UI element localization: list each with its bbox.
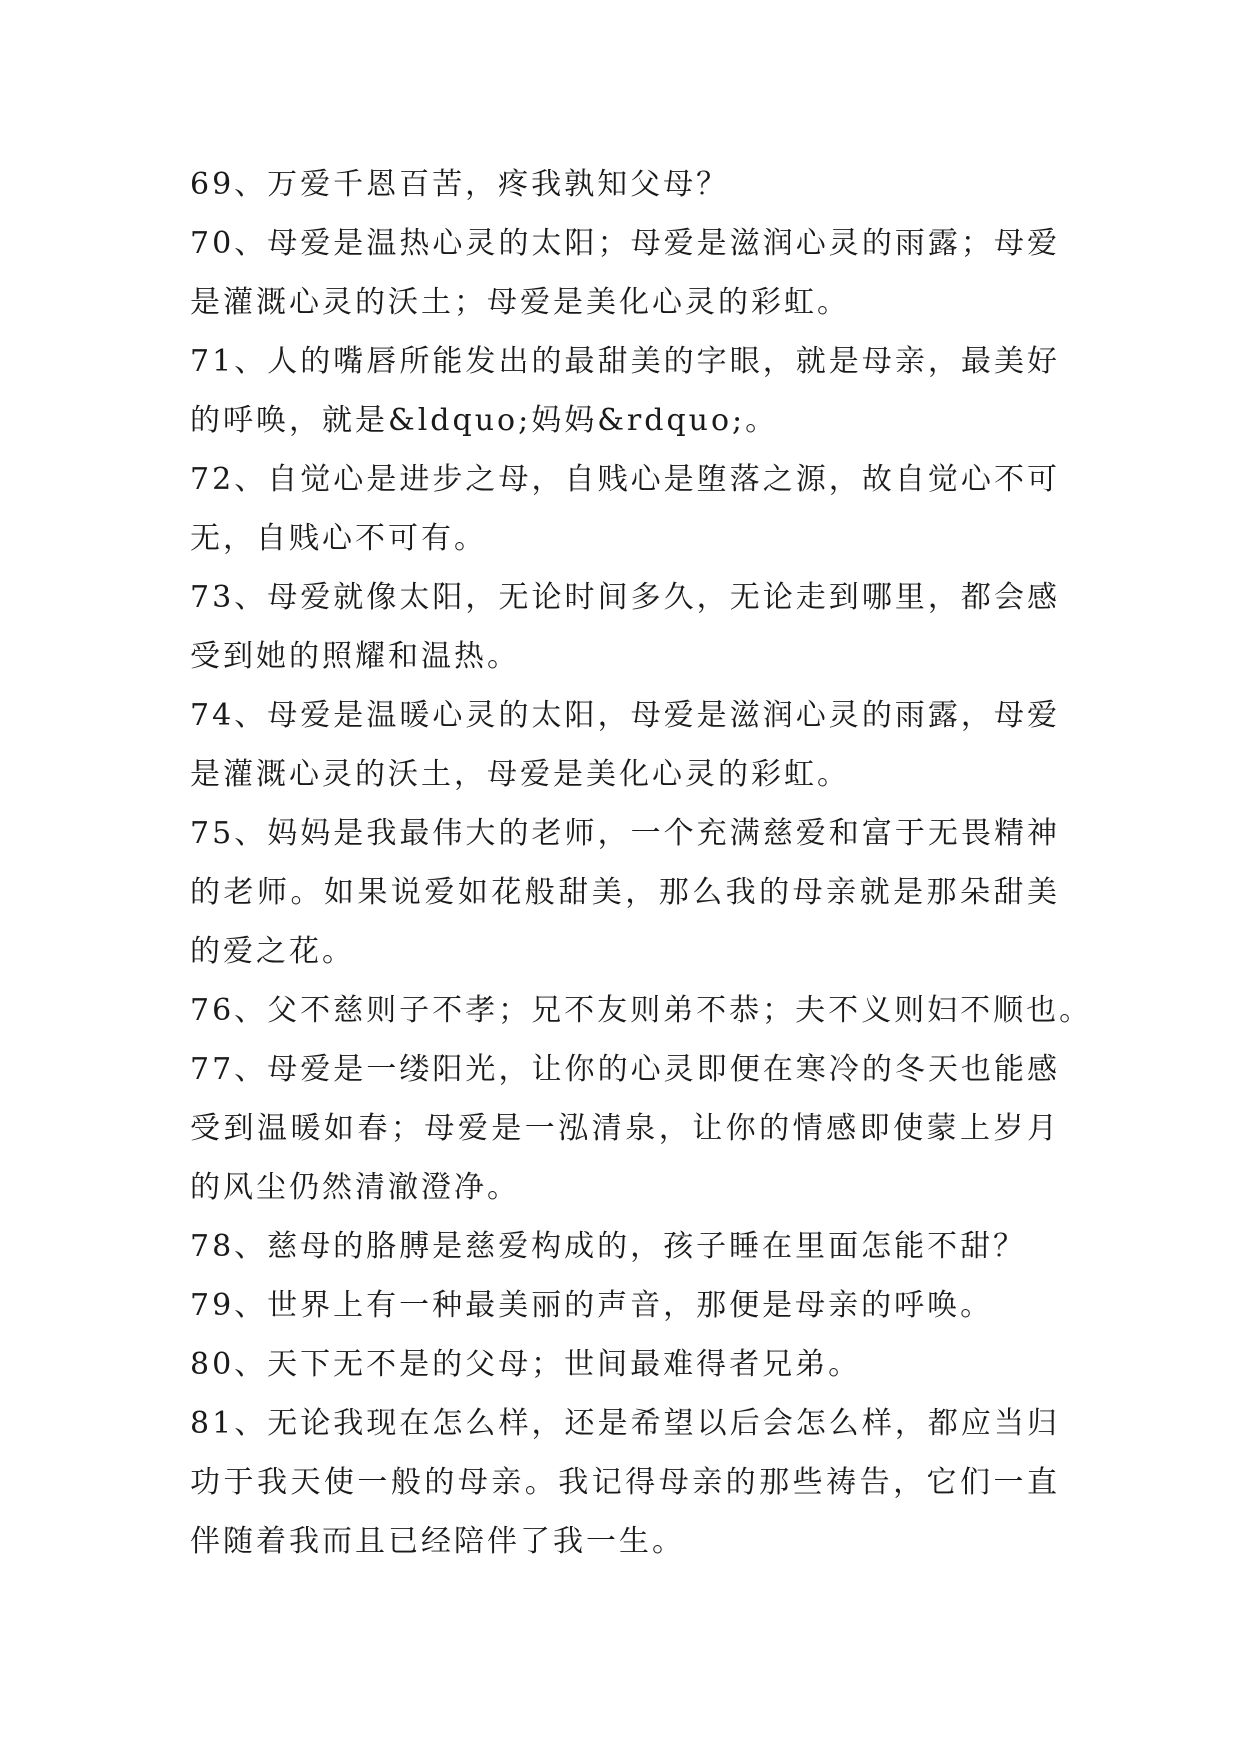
text-line: 无，自贱心不可有。 [190,521,487,556]
document-body [190,155,1093,1571]
text-line: 75、妈妈是我最伟大的老师，一个充满慈爱和富于无畏精神 [190,816,1060,851]
entry-74 [190,686,1060,804]
text-line: 功于我天使一般的母亲。我记得母亲的那些祷告，它们一直 [190,1465,1060,1500]
entry-78 [190,1217,1060,1276]
text-line: 72、自觉心是进步之母，自贱心是堕落之源，故自觉心不可 [190,462,1060,497]
entry-69 [190,155,1060,214]
text-line: 80、天下无不是的父母；世间最难得者兄弟。 [190,1347,862,1382]
text-line: 70、母爱是温热心灵的太阳；母爱是滋润心灵的雨露；母爱 [190,226,1060,261]
text-line: 的老师。如果说爱如花般甜美，那么我的母亲就是那朵甜美 [190,875,1060,910]
entry-75 [190,804,1060,981]
text-line: 的风尘仍然清澈澄净。 [190,1170,520,1205]
entry-80 [190,1335,1060,1394]
text-line: 受到她的照耀和温热。 [190,639,520,674]
entry-77 [190,1040,1060,1217]
text-line: 74、母爱是温暖心灵的太阳，母爱是滋润心灵的雨露，母爱 [190,698,1060,733]
text-line: 的爱之花。 [190,934,355,969]
text-line: 76、父不慈则子不孝；兄不友则弟不恭；夫不义则妇不顺也。 [190,993,1093,1028]
text-line: 的呼唤，就是&ldquo;妈妈&rdquo;。 [190,403,779,438]
text-line: 是灌溉心灵的沃土，母爱是美化心灵的彩虹。 [190,757,850,792]
entry-79 [190,1276,1060,1335]
text-line: 伴随着我而且已经陪伴了我一生。 [190,1524,685,1559]
text-line: 77、母爱是一缕阳光，让你的心灵即便在寒冷的冬天也能感 [190,1052,1060,1087]
entry-81 [190,1394,1060,1571]
text-line: 69、万爱千恩百苦，疼我孰知父母？ [190,167,730,202]
text-line: 79、世界上有一种最美丽的声音，那便是母亲的呼唤。 [190,1288,994,1323]
entry-76 [190,981,1093,1040]
entry-72 [190,450,1060,568]
entry-73 [190,568,1060,686]
text-line: 是灌溉心灵的沃土；母爱是美化心灵的彩虹。 [190,285,850,320]
text-line: 受到温暖如春；母爱是一泓清泉，让你的情感即使蒙上岁月 [190,1111,1060,1146]
text-line: 78、慈母的胳膊是慈爱构成的，孩子睡在里面怎能不甜？ [190,1229,1027,1264]
entry-70 [190,214,1060,332]
text-line: 71、人的嘴唇所能发出的最甜美的字眼，就是母亲，最美好 [190,344,1060,379]
text-line: 73、母爱就像太阳，无论时间多久，无论走到哪里，都会感 [190,580,1060,615]
entry-71 [190,332,1060,450]
text-line: 81、无论我现在怎么样，还是希望以后会怎么样，都应当归 [190,1406,1060,1441]
